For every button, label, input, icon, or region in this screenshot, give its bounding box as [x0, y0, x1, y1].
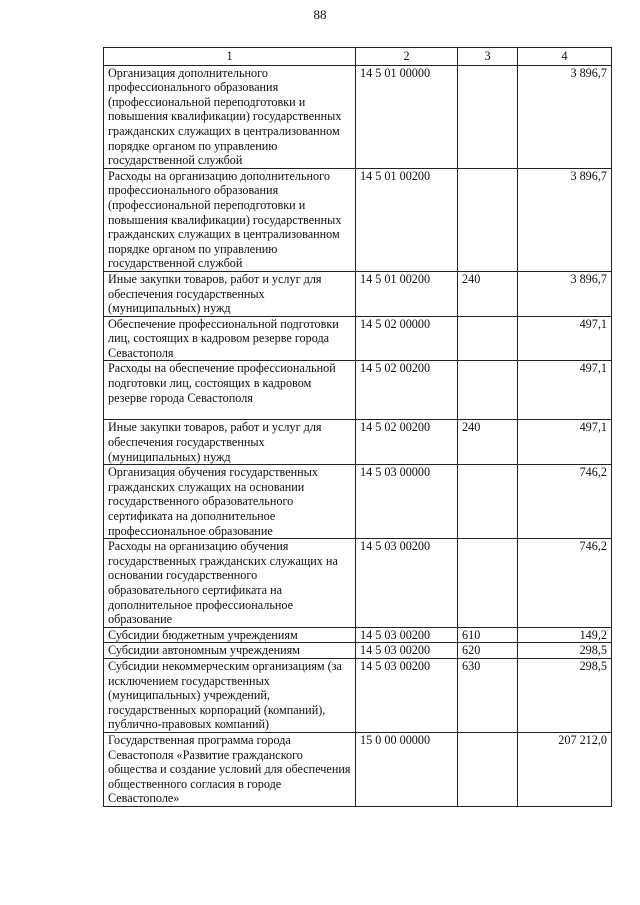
row-code: 14 5 02 00000: [356, 316, 458, 361]
budget-table: [103, 47, 612, 807]
row-name: Расходы на организацию обучения государственных гражданских служащих на основании государственного образовательного сертификата на дополнительное профессиональное образование: [104, 539, 356, 628]
table-row: [104, 465, 612, 539]
table-row: [104, 316, 612, 361]
row-amount: 497,1: [518, 420, 612, 465]
table-row: [104, 658, 612, 732]
row-code: 14 5 03 00200: [356, 658, 458, 732]
row-name: Субсидии автономным учреждениям: [104, 643, 356, 659]
row-amount: 497,1: [518, 316, 612, 361]
header-col-3: 3: [458, 48, 518, 66]
row-type: 630: [458, 658, 518, 732]
row-type: [458, 65, 518, 168]
row-name: Иные закупки товаров, работ и услуг для обеспечения государственных (муниципальных) нужд: [104, 420, 356, 465]
row-name: Обеспечение профессиональной подготовки лиц, состоящих в кадровом резерве города Севастополя: [104, 316, 356, 361]
row-type: [458, 732, 518, 806]
row-code: 14 5 02 00200: [356, 361, 458, 420]
row-amount: 3 896,7: [518, 65, 612, 168]
row-amount: 207 212,0: [518, 732, 612, 806]
row-amount: 746,2: [518, 465, 612, 539]
row-amount: 298,5: [518, 658, 612, 732]
row-type: [458, 316, 518, 361]
row-type: [458, 465, 518, 539]
row-amount: 149,2: [518, 627, 612, 643]
table-row: [104, 361, 612, 420]
table-row: [104, 627, 612, 643]
row-code: 14 5 03 00000: [356, 465, 458, 539]
row-type: [458, 539, 518, 628]
table-row: [104, 539, 612, 628]
table-row: [104, 168, 612, 271]
row-type: 610: [458, 627, 518, 643]
row-name: Иные закупки товаров, работ и услуг для обеспечения государственных (муниципальных) нужд: [104, 271, 356, 316]
row-amount: 298,5: [518, 643, 612, 659]
header-col-4: 4: [518, 48, 612, 66]
row-name: Субсидии некоммерческим организациям (за исключением государственных (муниципальных) учреждений, государственных корпораций (компаний), публично-правовых компаний): [104, 658, 356, 732]
page-number: 88: [313, 7, 327, 22]
row-amount: 746,2: [518, 539, 612, 628]
row-type: [458, 361, 518, 420]
table-row: [104, 732, 612, 806]
row-name: Организация дополнительного профессионального образования (профессиональной переподготовки и повышения квалификации) государственных гражданских служащих в централизованном порядке органом по управлению государственной службой: [104, 65, 356, 168]
row-amount: 3 896,7: [518, 168, 612, 271]
table-row: [104, 420, 612, 465]
row-name: Расходы на обеспечение профессиональной подготовки лиц, состоящих в кадровом резерве города Севастополя: [104, 361, 356, 420]
row-name: Организация обучения государственных гражданских служащих на основании государственного образовательного сертификата на дополнительное профессиональное образование: [104, 465, 356, 539]
row-code: 14 5 03 00200: [356, 627, 458, 643]
row-code: 14 5 03 00200: [356, 643, 458, 659]
row-name: Государственная программа города Севастополя «Развитие гражданского общества и создание условий для обеспечения общественного согласия в городе Севастополе»: [104, 732, 356, 806]
row-name: Субсидии бюджетным учреждениям: [104, 627, 356, 643]
row-code: 14 5 01 00000: [356, 65, 458, 168]
row-code: 14 5 01 00200: [356, 271, 458, 316]
table-row: [104, 65, 612, 168]
row-name: Расходы на организацию дополнительного профессионального образования (профессиональной переподготовки и повышения квалификации) государственных гражданских служащих в централизованном порядке органом по управлению государственной службой: [104, 168, 356, 271]
row-amount: 497,1: [518, 361, 612, 420]
row-code: 14 5 01 00200: [356, 168, 458, 271]
table-row: [104, 643, 612, 659]
table-header-row: [104, 48, 612, 66]
header-col-2: 2: [356, 48, 458, 66]
row-amount: 3 896,7: [518, 271, 612, 316]
row-type: [458, 168, 518, 271]
row-type: 240: [458, 420, 518, 465]
row-code: 14 5 03 00200: [356, 539, 458, 628]
row-type: 620: [458, 643, 518, 659]
row-code: 15 0 00 00000: [356, 732, 458, 806]
row-type: 240: [458, 271, 518, 316]
table-row: [104, 271, 612, 316]
row-code: 14 5 02 00200: [356, 420, 458, 465]
header-col-1: 1: [104, 48, 356, 66]
